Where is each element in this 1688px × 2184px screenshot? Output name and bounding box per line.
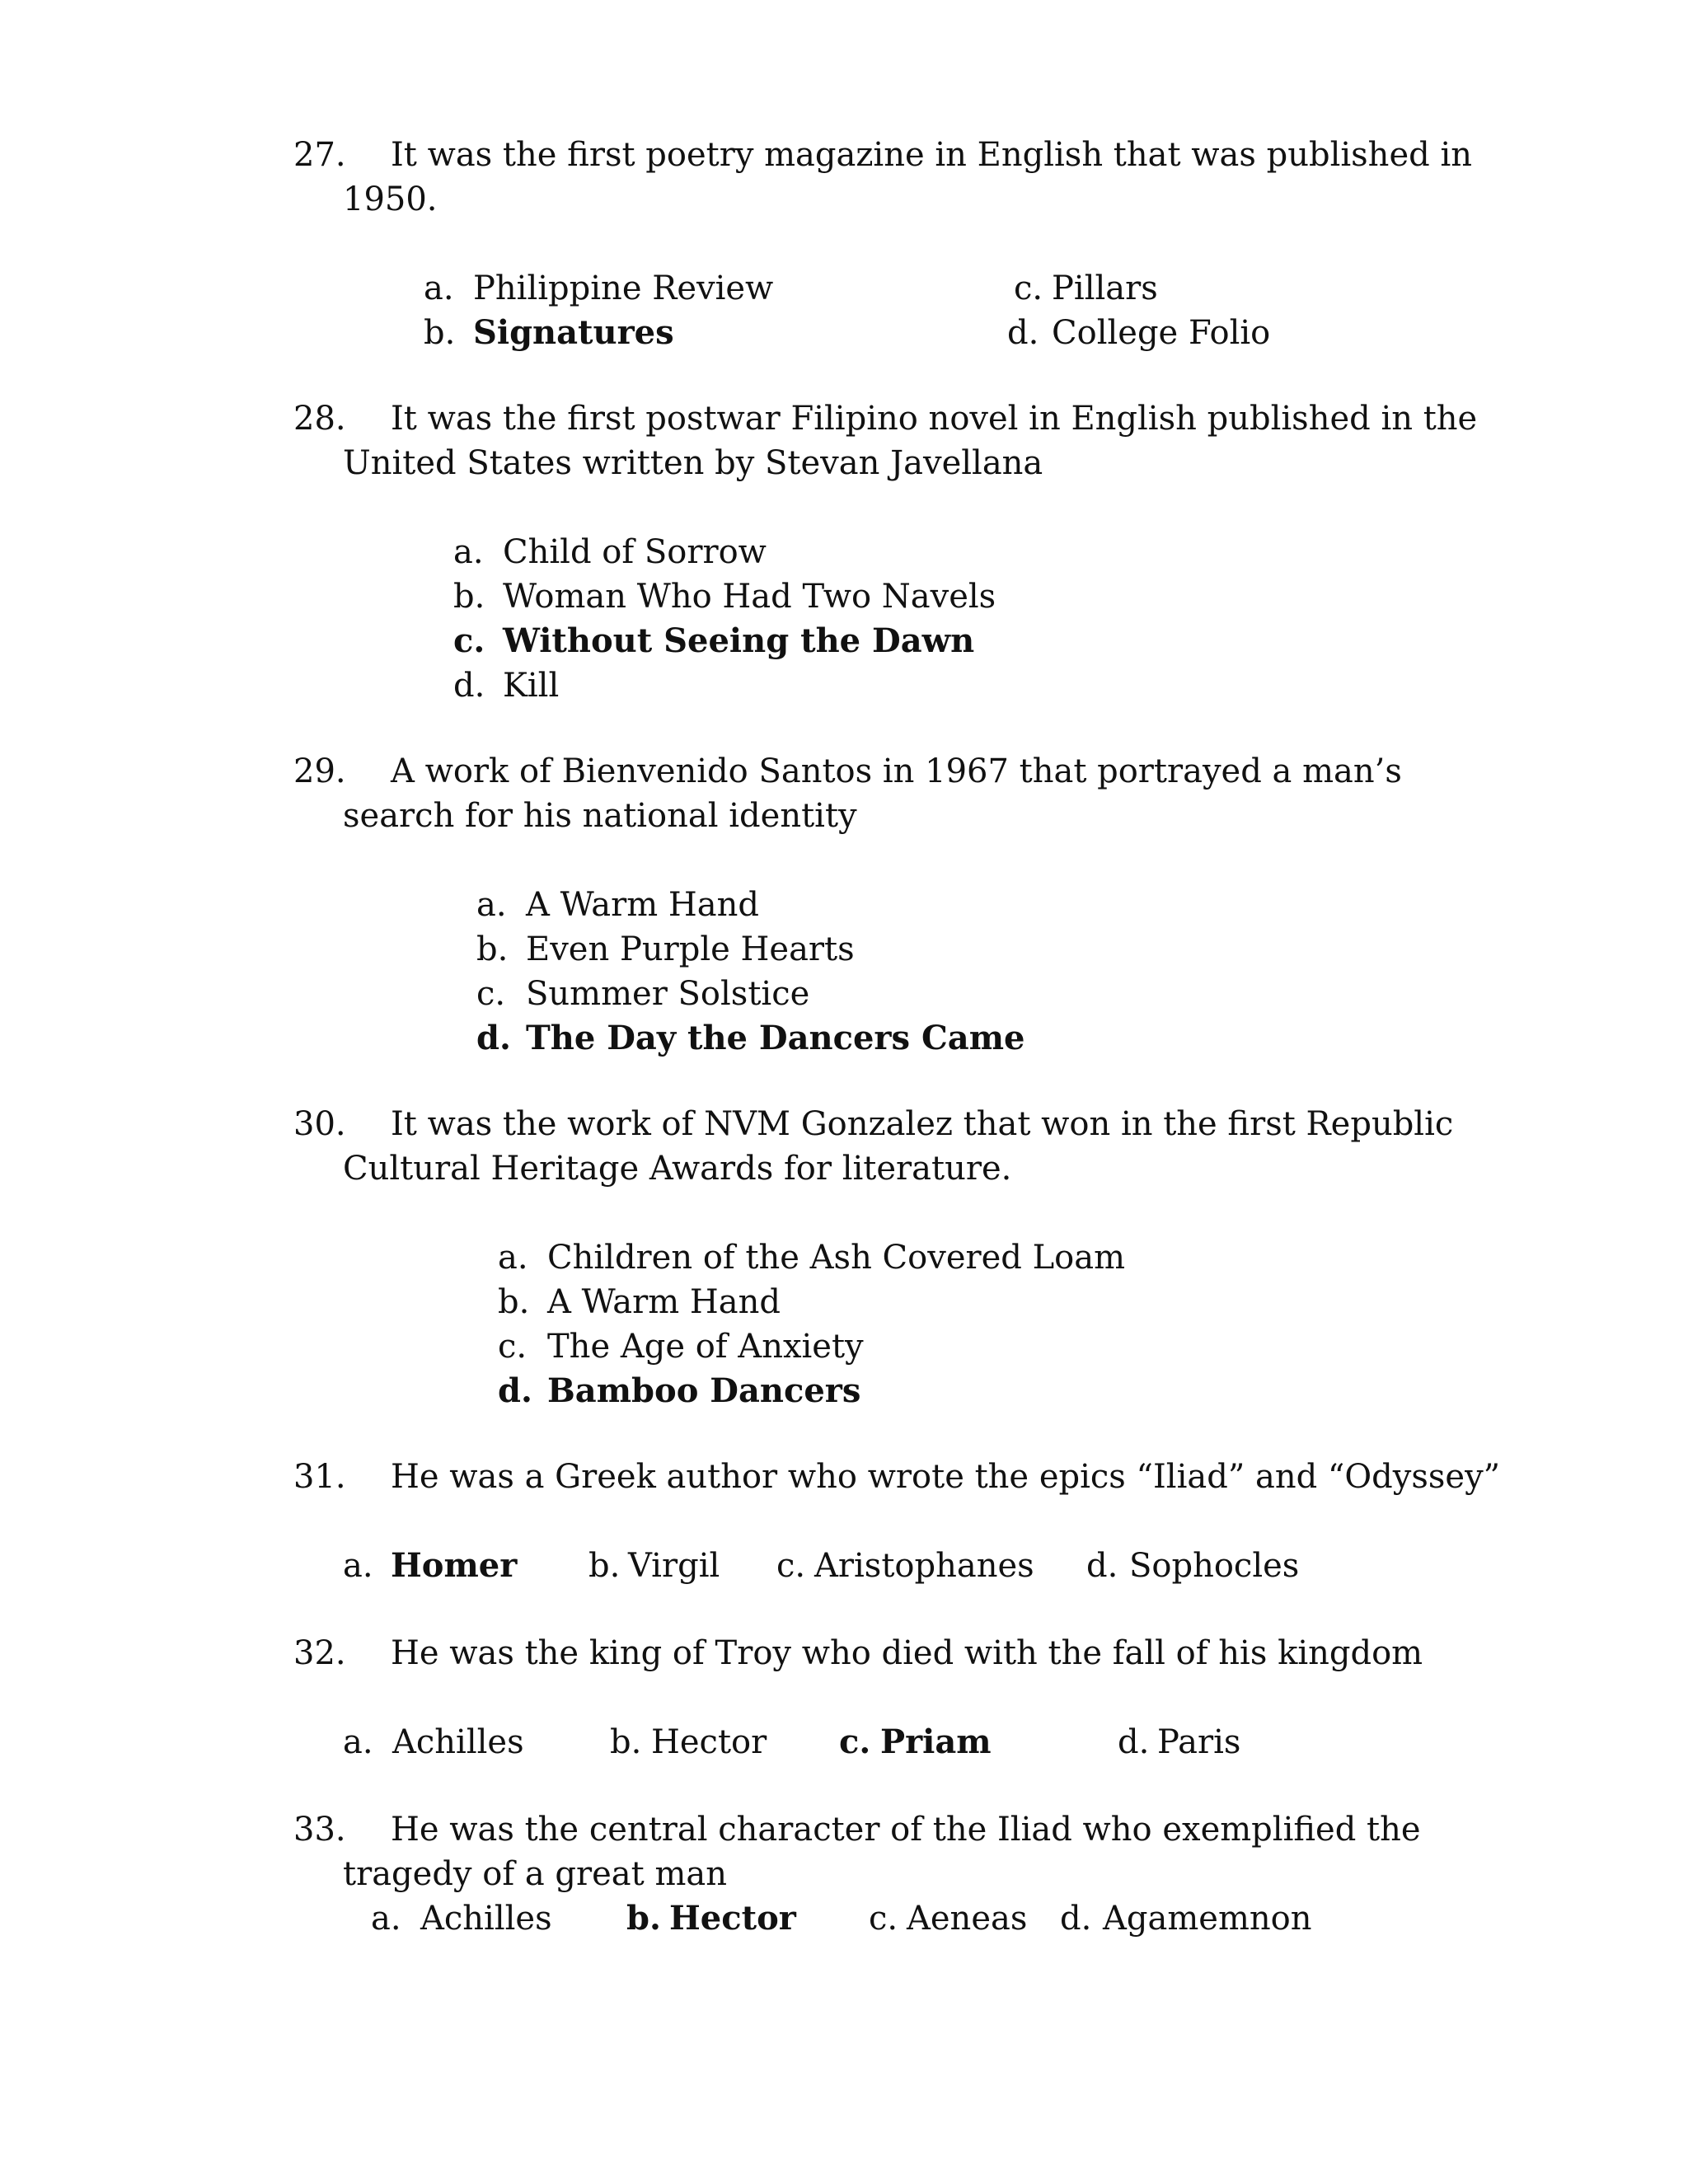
question-stem-line-1: He was the king of Troy who died with the fall of his kingdom xyxy=(391,1634,1423,1672)
option-letter-d: d. xyxy=(1060,1900,1092,1938)
option-text-d: Kill xyxy=(503,667,560,705)
option-letter-c: c. xyxy=(476,975,506,1013)
option-letter-b: b. xyxy=(610,1723,642,1761)
option-text-b-correct: Hector xyxy=(669,1899,796,1938)
option-letter-a: a. xyxy=(498,1239,528,1277)
question-stem-line-2: 1950. xyxy=(343,180,438,218)
option-text-d: College Folio xyxy=(1052,314,1271,352)
question-number: 31. xyxy=(293,1458,346,1496)
option-text-a: Child of Sorrow xyxy=(503,533,767,571)
question-number: 28. xyxy=(293,400,346,438)
option-text-c-correct: Priam xyxy=(880,1722,992,1761)
option-letter-a: a. xyxy=(424,269,454,307)
option-text-c-correct: Without Seeing the Dawn xyxy=(503,621,975,660)
option-text-b: Hector xyxy=(651,1723,767,1761)
option-letter-a: a. xyxy=(476,886,507,924)
question-number: 27. xyxy=(293,136,346,174)
question-stem-line-1: He was a Greek author who wrote the epics “Iliad” and “Odyssey” xyxy=(391,1458,1501,1496)
option-text-b: Even Purple Hearts xyxy=(526,930,855,968)
option-letter-d: d. xyxy=(498,1371,532,1410)
question-number: 29. xyxy=(293,752,346,790)
option-letter-b: b. xyxy=(588,1547,621,1585)
option-text-d: Paris xyxy=(1157,1723,1241,1761)
option-letter-a: a. xyxy=(453,533,484,571)
option-text-d: Agamemnon xyxy=(1103,1900,1312,1938)
option-text-c: The Age of Anxiety xyxy=(547,1328,864,1366)
question-stem-line-1: It was the work of NVM Gonzalez that won in the first Republic xyxy=(391,1105,1454,1143)
question-number: 33. xyxy=(293,1811,346,1849)
option-text-d: Sophocles xyxy=(1129,1547,1300,1585)
option-text-c: Aristophanes xyxy=(814,1547,1034,1585)
option-letter-d: d. xyxy=(1007,314,1039,352)
question-stem-line-2: Cultural Heritage Awards for literature. xyxy=(343,1150,1012,1188)
question-stem-line-1: He was the central character of the Iliad who exemplified the xyxy=(391,1811,1421,1849)
option-letter-c: c. xyxy=(776,1547,806,1585)
option-letter-c: c. xyxy=(453,621,485,660)
option-letter-a: a. xyxy=(343,1547,373,1585)
option-letter-b: b. xyxy=(498,1283,530,1321)
option-text-b: A Warm Hand xyxy=(547,1283,781,1321)
option-letter-a: a. xyxy=(343,1723,373,1761)
question-stem-line-1: It was the first poetry magazine in English that was published in xyxy=(391,136,1472,174)
option-letter-d: d. xyxy=(1086,1547,1118,1585)
option-letter-c: c. xyxy=(498,1328,528,1366)
option-text-c: Aeneas xyxy=(907,1900,1028,1938)
question-stem-line-2: tragedy of a great man xyxy=(343,1855,727,1893)
option-text-b: Woman Who Had Two Navels xyxy=(503,578,996,616)
question-stem-line-2: United States written by Stevan Javellana xyxy=(343,444,1043,482)
option-letter-b: b. xyxy=(626,1899,661,1938)
option-letter-d: d. xyxy=(476,1019,511,1057)
option-text-a: Philippine Review xyxy=(473,269,774,307)
option-text-a: Children of the Ash Covered Loam xyxy=(547,1239,1126,1277)
question-stem-line-1: It was the first postwar Filipino novel in English published in the xyxy=(391,400,1478,438)
option-letter-a: a. xyxy=(371,1900,401,1938)
option-letter-b: b. xyxy=(424,314,456,352)
question-number: 32. xyxy=(293,1634,346,1672)
option-letter-c: c. xyxy=(869,1900,898,1938)
option-text-a: A Warm Hand xyxy=(526,886,759,924)
option-text-c: Summer Solstice xyxy=(526,975,810,1013)
option-letter-c: c. xyxy=(839,1722,871,1761)
option-text-c: Pillars xyxy=(1052,269,1158,307)
question-stem-line-2: search for his national identity xyxy=(343,797,857,835)
option-letter-b: b. xyxy=(453,578,485,616)
option-text-d-correct: Bamboo Dancers xyxy=(547,1371,861,1410)
question-stem-line-1: A work of Bienvenido Santos in 1967 that portrayed a man’s xyxy=(391,752,1402,790)
option-letter-c: c. xyxy=(1014,269,1043,307)
option-text-a: Achilles xyxy=(392,1723,524,1761)
option-text-b: Virgil xyxy=(628,1547,720,1585)
option-letter-d: d. xyxy=(453,667,485,705)
option-text-b-correct: Signatures xyxy=(473,313,674,352)
option-text-d-correct: The Day the Dancers Came xyxy=(526,1019,1025,1057)
question-number: 30. xyxy=(293,1105,346,1143)
option-text-a: Achilles xyxy=(420,1900,552,1938)
option-letter-d: d. xyxy=(1118,1723,1150,1761)
option-letter-b: b. xyxy=(476,930,509,968)
option-text-a-correct: Homer xyxy=(391,1546,518,1585)
